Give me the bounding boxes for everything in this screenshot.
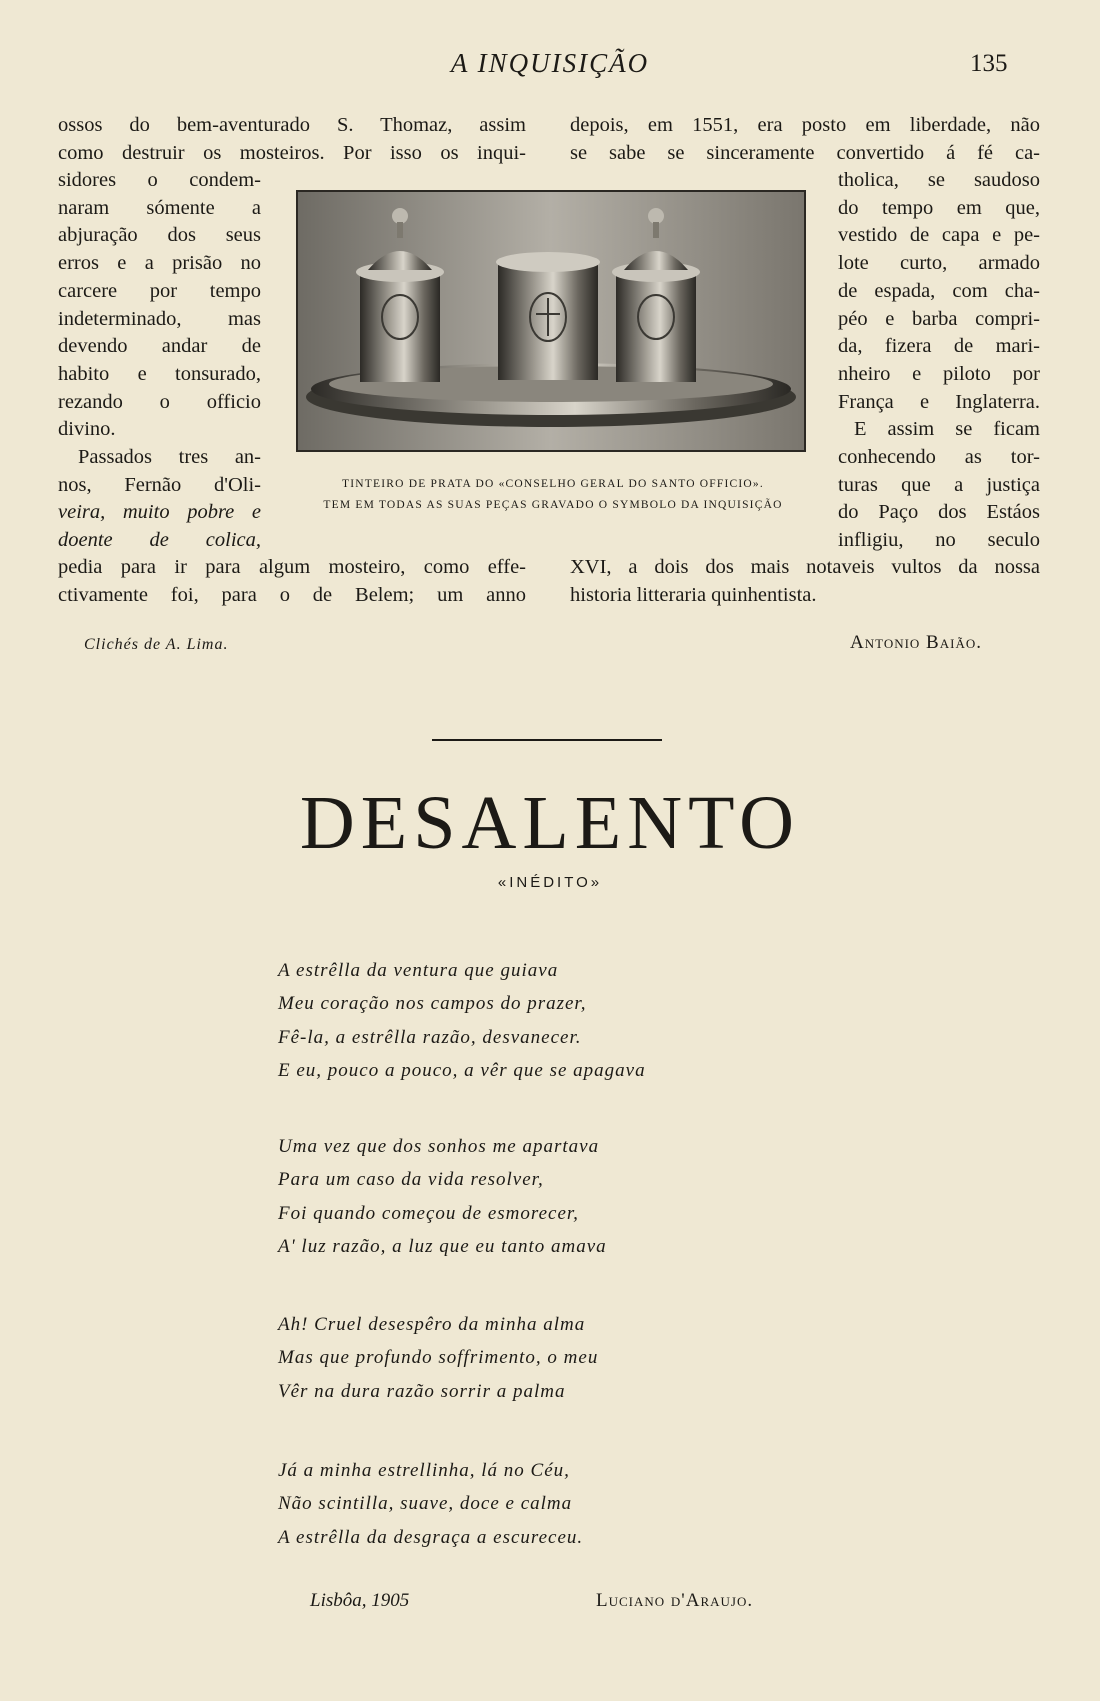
text-line: França e Inglaterra. [838,390,1040,413]
poem-verse: Uma vez que dos sonhos me apartava [278,1136,600,1157]
poem-author: Luciano d'Araujo. [596,1590,754,1611]
poem-verse: Ah! Cruel desespêro da minha alma [278,1314,586,1335]
poem-verse: Meu coração nos campos do prazer, [278,993,587,1015]
text-line: divino. [58,418,116,441]
article-right-top [570,112,1040,167]
article-left-narrow [58,167,261,555]
inkstand-photo [296,190,806,452]
text-line: da, fizera de mari- [838,335,1040,358]
text-line: tholica, se saudoso [838,169,1040,191]
text-line: do Paço dos Estáos [838,501,1040,524]
article-left-top [58,112,526,167]
poem-verse: Não scintilla, suave, doce e calma [278,1493,573,1515]
poem-verse: Foi quando começou de esmorecer, [278,1202,579,1224]
text-line: do tempo em que, [838,196,1040,219]
poem-stanza-1 [278,954,646,1087]
poem-verse: Vêr na dura razão sorrir a palma [278,1380,566,1402]
text-line: sidores o condem- [58,169,261,191]
article-right-narrow [838,167,1040,555]
poem-verse: E eu, pouco a pouco, a vêr que se apagava [278,1059,646,1081]
text-line: carcere por tempo [58,279,261,302]
poem-stanza-3 [278,1308,598,1408]
figure-caption-line-1: TINTEIRO DE PRATA DO «CONSELHO GERAL DO SANTO OFFICIO». [342,478,764,490]
text-line: abjuração dos seus [58,224,261,247]
poem-stanza-4 [278,1454,583,1554]
poem-verse: A' luz razão, a luz que eu tanto amava [278,1235,607,1257]
text-line: E assim se ficam [854,418,1040,441]
poem-verse: Mas que profundo soffrimento, o meu [278,1347,599,1369]
text-line: de espada, com cha- [838,279,1040,302]
text-line: Passados tres an- [78,446,261,469]
photo-credit: Clichés de A. Lima. [84,636,229,653]
poem-stanza-2 [278,1130,607,1263]
text-line: veira, muito pobre e [58,501,261,524]
text-line: conhecendo as tor- [838,446,1040,469]
poem-verse: Fê-la, a estrêlla razão, desvanecer. [278,1026,582,1048]
article-left-bottom [58,554,526,609]
text-line: como destruir os mosteiros. Por isso os inqui- [58,141,526,164]
text-line: nheiro e piloto por [838,362,1040,385]
text-line: ossos do bem-aventurado S. Thomaz, assim [58,114,526,136]
text-line: doente de colica, [58,529,261,552]
article-right-bottom [570,554,1040,609]
text-line: XVI, a dois dos mais notaveis vultos da nossa [570,556,1040,578]
text-line: péo e barba compri- [838,307,1040,330]
poem-place-date: Lisbôa, 1905 [310,1590,410,1611]
section-divider [432,739,662,741]
text-line: historia litteraria quinhentista. [570,583,817,606]
poem-verse: A estrêlla da desgraça a escureceu. [278,1526,584,1548]
poem-title: DESALENTO [299,781,801,865]
text-line: depois, em 1551, era posto em liberdade, não [570,114,1040,136]
text-line: lote curto, armado [838,252,1040,275]
figure-caption-line-2: TEM EM TODAS AS SUAS PEÇAS GRAVADO O SYMBOLO DA INQUISIÇÃO [323,499,783,511]
article-author: Antonio Baião. [850,632,982,653]
text-line: indeterminado, mas [58,307,261,330]
text-line: pedia para ir para algum mosteiro, como effe- [58,556,526,578]
text-line: turas que a justiça [838,473,1040,496]
text-line: naram sómente a [58,196,261,219]
poem-verse: Para um caso da vida resolver, [278,1169,544,1191]
poem-verse: Já a minha estrellinha, lá no Céu, [278,1460,570,1481]
text-line: nos, Fernão d'Oli- [58,473,261,496]
text-line: devendo andar de [58,335,261,358]
text-line: rezando o officio [58,390,261,413]
text-line: erros e a prisão no [58,252,261,275]
inkstand-illustration [298,192,804,450]
text-line: vestido de capa e pe- [838,224,1040,247]
poem-verse: A estrêlla da ventura que guiava [278,960,559,981]
poem-subtitle: «INÉDITO» [497,874,603,891]
text-line: habito e tonsurado, [58,362,261,385]
page-number: 135 [970,50,1008,77]
running-title: A INQUISIÇÃO [450,48,650,78]
text-line: ctivamente foi, para o de Belem; um anno [58,583,526,606]
text-line: infligiu, no seculo [838,529,1040,552]
text-line: se sabe se sinceramente convertido á fé ca- [570,141,1040,164]
